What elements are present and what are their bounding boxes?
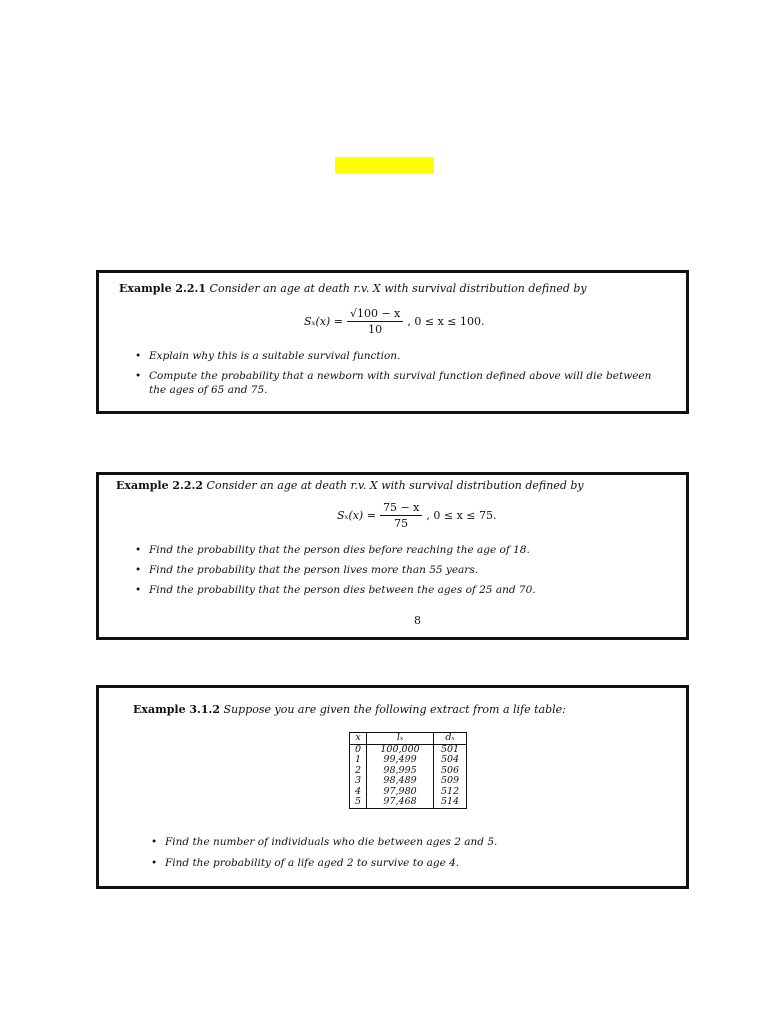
list-item: • Find the probability of a life aged 2 to survive to age 4. (151, 856, 651, 870)
example-2-2-2-box (96, 472, 689, 640)
table-cell: 99,499 (367, 755, 434, 766)
list-item: • Find the probability that the person dies between the ages of 25 and 70. (135, 583, 665, 597)
list-item: • Find the probability that the person lives more than 55 years. (135, 563, 665, 577)
table-cell: 1 (350, 755, 367, 766)
table-cell: 100,000 (367, 744, 434, 755)
table-row (350, 755, 467, 766)
bullet-list (135, 349, 655, 397)
list-item: • Compute the probability that a newborn with survival function defined above will die between the ages of 65 and 75. (135, 369, 655, 397)
table-row (350, 776, 467, 787)
example-2-2-1-box (96, 270, 689, 414)
list-item: • Find the number of individuals who die between ages 2 and 5. (151, 835, 651, 849)
formula-rhs: , 0 ≤ x ≤ 100. (407, 315, 485, 328)
bullet-list (135, 543, 665, 597)
formula-numerator: 75 − x (380, 501, 422, 516)
table-cell: 4 (350, 787, 367, 798)
table-cell: 506 (434, 766, 467, 777)
column-header-lx: lₓ (367, 733, 434, 745)
table-cell: 514 (434, 797, 467, 808)
table-cell: 98,489 (367, 776, 434, 787)
example-text: Consider an age at death r.v. X with survival distribution defined by (206, 479, 584, 492)
column-header-x: x (350, 733, 367, 745)
table-cell: 504 (434, 755, 467, 766)
example-text: Consider an age at death r.v. X with survival distribution defined by (209, 282, 587, 295)
example-heading (119, 282, 587, 295)
bullet-list (151, 835, 651, 870)
formula-denominator: 75 (394, 517, 409, 530)
survival-formula (337, 501, 496, 530)
table-cell: 509 (434, 776, 467, 787)
table-cell: 2 (350, 766, 367, 777)
example-text: Suppose you are given the following extract from a life table: (223, 703, 566, 716)
survival-formula (304, 307, 484, 336)
example-label: Example 2.2.2 (116, 479, 204, 492)
table-cell: 0 (350, 744, 367, 755)
table-cell: 501 (434, 744, 467, 755)
formula-numerator: √100 − x (347, 307, 403, 322)
example-heading (133, 703, 566, 716)
table-cell: 512 (434, 787, 467, 798)
highlight-bar (335, 157, 434, 174)
table-cell: 97,980 (367, 787, 434, 798)
table-cell: 98,995 (367, 766, 434, 777)
formula-lhs: Sₓ(x) = (304, 315, 343, 328)
table-cell: 5 (350, 797, 367, 808)
table-header-row (350, 733, 467, 745)
example-label: Example 2.2.1 (119, 282, 207, 295)
formula-denominator: 10 (368, 323, 383, 336)
table-row (350, 797, 467, 808)
table-cell: 3 (350, 776, 367, 787)
table-cell: 97,468 (367, 797, 434, 808)
list-item: • Explain why this is a suitable survival function. (135, 349, 655, 363)
page-number: 8 (414, 614, 421, 627)
column-header-dx: dₓ (434, 733, 467, 745)
example-heading (116, 479, 584, 492)
formula-lhs: Sₓ(x) = (337, 509, 376, 522)
list-item: • Find the probability that the person dies before reaching the age of 18. (135, 543, 665, 557)
life-table (349, 732, 467, 809)
example-label: Example 3.1.2 (133, 703, 221, 716)
example-3-1-2-box (96, 685, 689, 889)
formula-fraction (347, 307, 403, 336)
formula-rhs: , 0 ≤ x ≤ 75. (426, 509, 497, 522)
formula-fraction (380, 501, 422, 530)
